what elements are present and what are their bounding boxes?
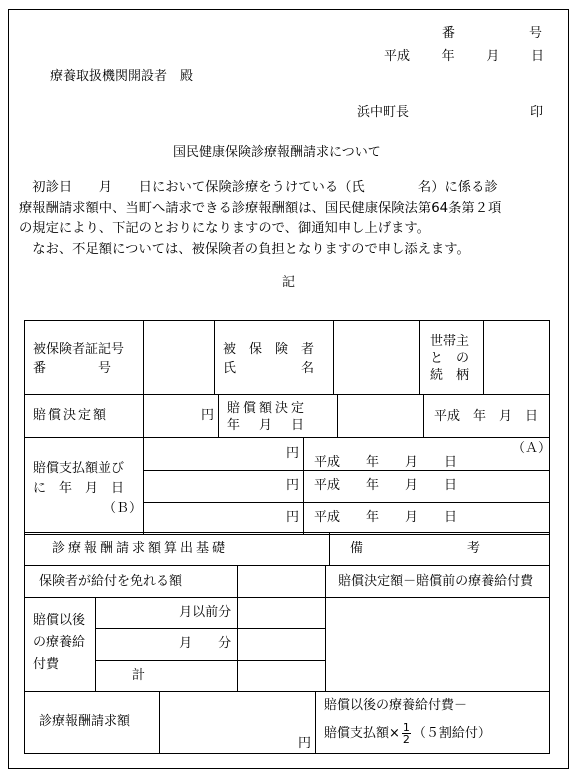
insured-name-value[interactable] [334,321,420,395]
remarks-header: 備 考 [330,533,550,566]
document-title: 国民健康保険診療報酬請求について [173,145,381,160]
insured-info-table [24,320,550,395]
insured-id-value[interactable] [144,321,215,395]
body-line-3: の規定により、下記のとおりになりますので、御通知申し上げます。 [19,221,430,236]
document-date: 平成 年 月 日 [384,49,544,64]
comp-paid-date-2[interactable]: 平成 年 月 日 [304,471,550,503]
comp-paid-amount-2[interactable]: 円 [144,471,304,503]
month-part-value[interactable] [238,629,326,660]
formula-2: 賠償以後の療養給付費－ 賠償支払額× $\frac{1}{2}$ （５割給付） [316,692,550,754]
comp-paid-amount-3[interactable]: 円 [144,503,304,535]
formula-1: 賠償決定額－賠償前の療養給付費 [326,566,550,598]
total-value[interactable] [238,660,326,691]
calc-basis-header: 診療報酬請求額算出基礎 [25,533,330,566]
ki-heading: 記 [282,275,296,290]
claim-amount-value[interactable]: 円 [160,692,316,754]
body-line-1: 初診日 月 日において保険診療をうけている（氏 名）に係る診 [19,180,498,195]
comp-decided-amount-value[interactable]: 円 [144,395,219,438]
comp-decided-date-value[interactable] [338,395,424,438]
month-prior-label: 月以前分 [96,598,238,629]
calc-basis-table [24,532,550,566]
body-text [19,178,559,260]
after-comp-remarks[interactable] [326,598,550,692]
body-line-2: 療報酬請求額中、当町へ請求できる診療報酬額は、国民健康保険法第64条第２項 [19,200,502,216]
claim-table [24,691,550,754]
comp-paid-table [24,437,550,535]
comp-decided-amount-label: 賠償決定額 [25,395,144,438]
body-line-4: なお、不足額については、被保険者の負担となりますので申し添えます。 [19,241,470,257]
household-relation-label: 世帯主 と の 続 柄 [420,321,484,395]
comp-paid-amount-1[interactable]: 円 [144,438,304,471]
month-part-label: 月 分 [96,629,238,660]
comp-paid-date-3[interactable]: 平成 年 月 日 [304,503,550,535]
household-relation-value[interactable] [484,321,550,395]
document-number-label: 番 号 [442,26,542,41]
benefit-table [24,565,550,692]
total-label: 計 [96,660,238,691]
comp-decided-date-label: 賠償額決定 年 月 日 [219,395,338,438]
month-prior-value[interactable] [238,598,326,629]
heisei-date-cell[interactable]: 平成 年 月 日 [424,395,550,438]
after-comp-label: 賠償以後 の療養給 付費 [25,598,96,692]
insured-id-label: 被保険者証記号 番 号 [25,321,144,395]
comp-paid-label: 賠償支払額並び に 年 月 日 （Ｂ） [25,438,144,535]
insured-name-label: 被 保 険 者 氏 名 [215,321,334,395]
sender-name: 浜中町長 [357,105,410,120]
claim-amount-label: 診療報酬請求額 [25,692,160,754]
insurer-exempt-value[interactable] [238,566,326,598]
comp-paid-date-1[interactable]: 平成 年 月 日 （Ａ） [304,438,550,471]
comp-decided-table [24,394,550,438]
seal-mark: 印 [530,105,544,120]
insurer-exempt-label: 保険者が給付を免れる額 [25,566,238,598]
addressee: 療養取扱機関開設者 殿 [50,69,194,84]
fraction: $\frac{1}{2}$ [402,721,410,746]
